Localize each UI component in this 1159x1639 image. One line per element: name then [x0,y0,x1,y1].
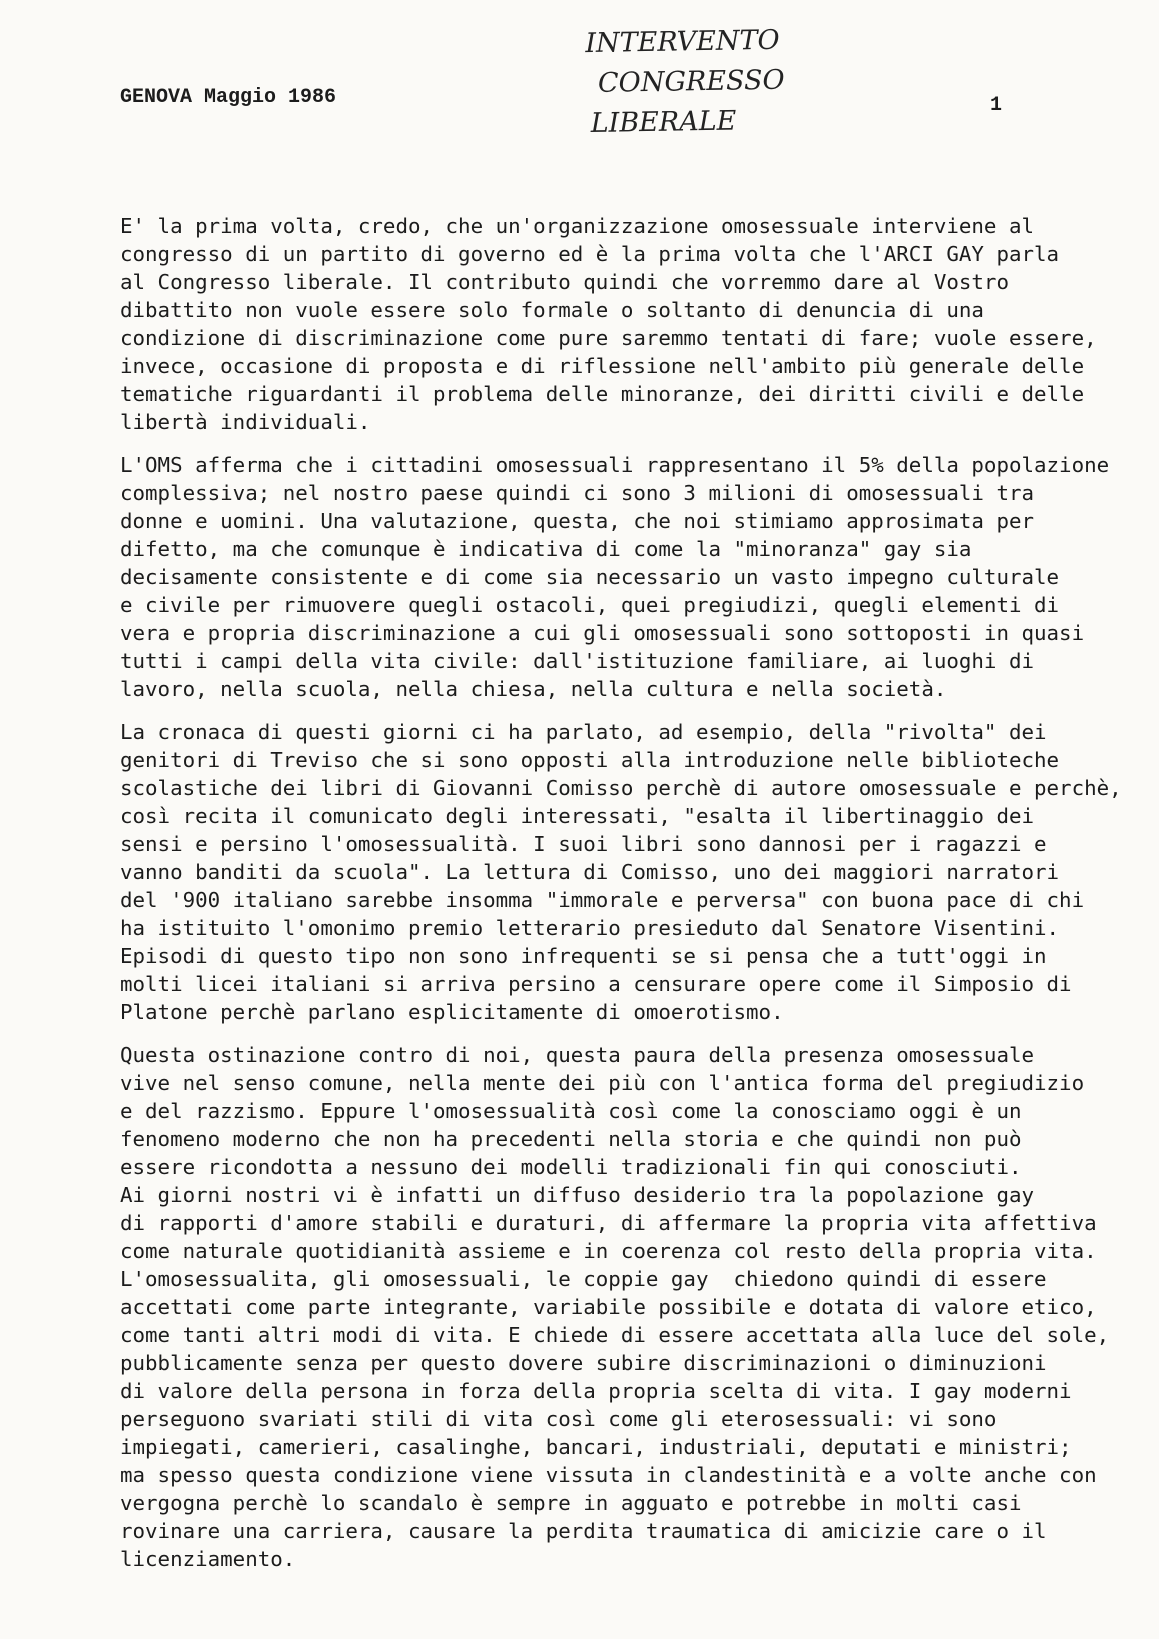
text-line: fenomeno moderno che non ha precedenti nella storia e che quindi non può [120,1127,1022,1151]
text-line: come naturale quotidianità assieme e in coerenza col resto della propria vita. [120,1239,1097,1263]
text-line: di valore della persona in forza della propria scelta di vita. I gay moderni [120,1379,1072,1403]
text-line: E' la prima volta, credo, che un'organizzazione omosessuale interviene al [120,214,1035,238]
text-line: pubblicamente senza per questo dovere subire discriminazioni o diminuzioni [120,1351,1047,1375]
handwritten-note [585,20,827,144]
handwritten-note-line: CONGRESSO [597,64,785,99]
text-line: genitori di Treviso che si sono opposti alla introduzione nelle biblioteche [120,748,1060,772]
text-line: La cronaca di questi giorni ci ha parlato, ad esempio, della "rivolta" dei [120,720,1047,744]
text-line: condizione di discriminazione come pure saremmo tentati di fare; vuole essere, [120,326,1097,350]
text-line: ha istituito l'omonimo premio letterario presieduto dal Senatore Visentini. [120,916,1060,940]
text-line: molti licei italiani si arriva persino a censurare opere come il Simposio di [120,972,1072,996]
text-line: L'omosessualita, gli omosessuali, le coppie gay chiedono quindi di essere [120,1267,1047,1291]
text-line: decisamente consistente e di come sia necessario un vasto impegno culturale [120,565,1060,589]
text-line: complessiva; nel nostro paese quindi ci sono 3 milioni di omosessuali tra [120,481,1035,505]
handwritten-note-line: INTERVENTO [585,24,780,60]
text-line: e civile per rimuovere quegli ostacoli, quei pregiudizi, quegli elementi di [120,593,1060,617]
text-line: Episodi di questo tipo non sono infrequenti se si pensa che a tutt'oggi in [120,944,1047,968]
text-line: così recita il comunicato degli interessati, "esalta il libertinaggio dei [120,804,1035,828]
paragraph [120,451,1110,703]
text-line: come tanti altri modi di vita. E chiede di essere accettata alla luce del sole, [120,1323,1110,1347]
paragraph [120,1041,1110,1573]
text-line: tutti i campi della vita civile: dall'istituzione familiare, ai luoghi di [120,649,1035,673]
text-line: invece, occasione di proposta e di riflessione nell'ambito più generale delle [120,354,1085,378]
page-number: 1 [990,94,1003,117]
text-line: accettati come parte integrante, variabile possibile e dotata di valore etico, [120,1295,1097,1319]
handwritten-note-line: LIBERALE [590,105,737,140]
text-line: rovinare una carriera, causare la perdita traumatica di amicizie care o il [120,1519,1047,1543]
text-line: lavoro, nella scuola, nella chiesa, nella cultura e nella società. [120,677,947,701]
text-line: licenziamento. [120,1547,296,1571]
place-date-header: GENOVA Maggio 1986 [120,86,337,109]
text-line: scolastiche dei libri di Giovanni Comisso perchè di autore omosessuale e perchè, [120,776,1122,800]
text-line: Ai giorni nostri vi è infatti un diffuso desiderio tra la popolazione gay [120,1183,1035,1207]
text-line: vive nel senso comune, nella mente dei più con l'antica forma del pregiudizio [120,1071,1085,1095]
paragraph [120,212,1097,436]
text-line: impiegati, camerieri, casalinghe, bancari, industriali, deputati e ministri; [120,1435,1072,1459]
text-line: del '900 italiano sarebbe insomma "immorale e perversa" con buona pace di chi [120,888,1085,912]
text-line: L'OMS afferma che i cittadini omosessuali rappresentano il 5% della popolazione [120,453,1110,477]
text-line: Questa ostinazione contro di noi, questa paura della presenza omosessuale [120,1043,1035,1067]
text-line: al Congresso liberale. Il contributo quindi che vorremmo dare al Vostro [120,270,1009,294]
text-line: vergogna perchè lo scandalo è sempre in agguato e potrebbe in molti casi [120,1491,1022,1515]
text-line: vera e propria discriminazione a cui gli omosessuali sono sottoposti in quasi [120,621,1085,645]
text-line: tematiche riguardanti il problema delle minoranze, dei diritti civili e delle [120,382,1085,406]
text-line: ma spesso questa condizione viene vissuta in clandestinità e a volte anche con [120,1463,1097,1487]
text-line: sensi e persino l'omosessualità. I suoi libri sono dannosi per i ragazzi e [120,832,1047,856]
text-line: difetto, ma che comunque è indicativa di come la "minoranza" gay sia [120,537,972,561]
text-line: essere ricondotta a nessuno dei modelli tradizionali fin qui conosciuti. [120,1155,1022,1179]
text-line: libertà individuali. [120,410,371,434]
text-line: vanno banditi da scuola". La lettura di Comisso, uno dei maggiori narratori [120,860,1060,884]
text-line: donne e uomini. Una valutazione, questa, che noi stimiamo approsimata per [120,509,1035,533]
text-line: dibattito non vuole essere solo formale o soltanto di denuncia di una [120,298,984,322]
text-line: di rapporti d'amore stabili e duraturi, di affermare la propria vita affettiva [120,1211,1097,1235]
text-line: congresso di un partito di governo ed è la prima volta che l'ARCI GAY parla [120,242,1060,266]
text-line: Platone perchè parlano esplicitamente di omoerotismo. [120,1000,784,1024]
text-line: e del razzismo. Eppure l'omosessualità così come la conosciamo oggi è un [120,1099,1022,1123]
document-body [120,212,1122,1588]
text-line: perseguono svariati stili di vita così come gli eterosessuali: vi sono [120,1407,997,1431]
paragraph [120,718,1122,1026]
